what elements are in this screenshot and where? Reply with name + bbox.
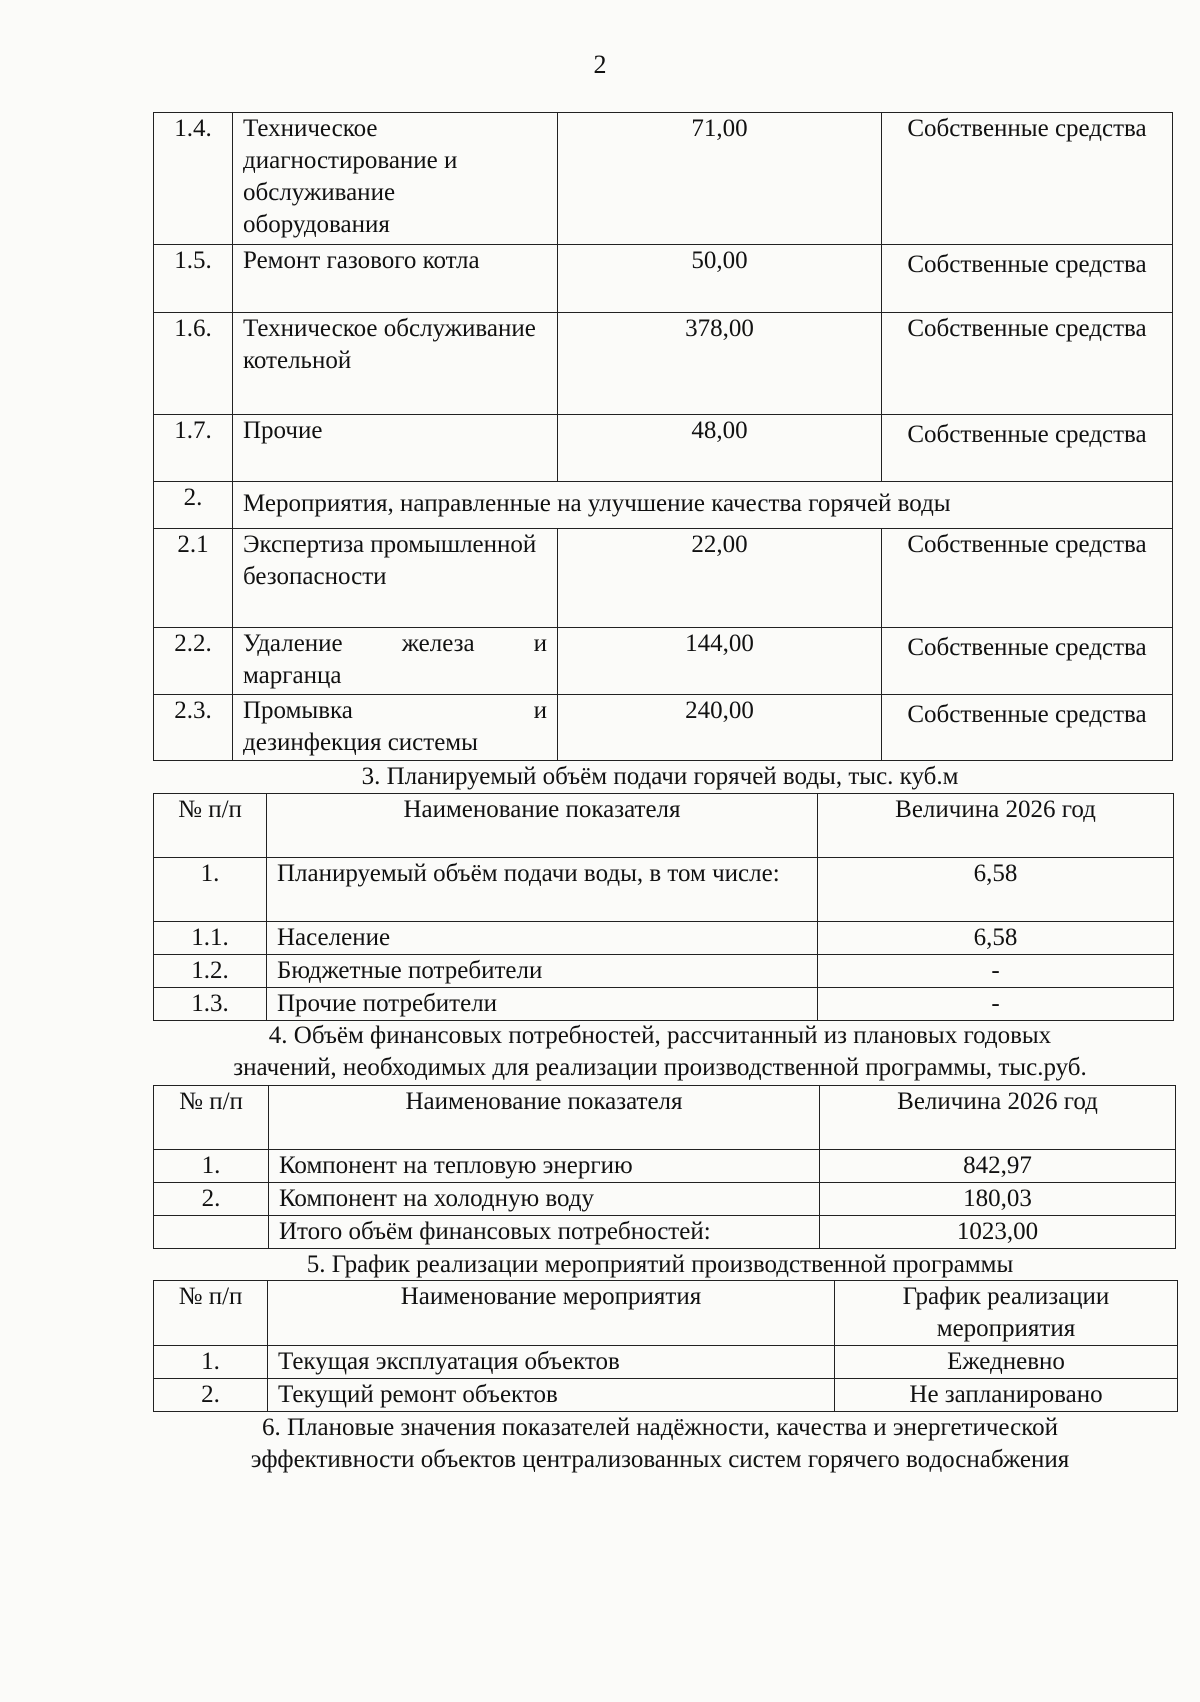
row-number: 1.1.: [154, 922, 267, 955]
section-6-title-line2: эффективности объектов централизованных систем горячего водоснабжения: [250, 1446, 1070, 1473]
table-row: [154, 529, 1173, 628]
measure-name-line1: Удаление железа и: [243, 630, 547, 657]
section-3-title: 3. Планируемый объём подачи горячей воды, тыс. куб.м: [361, 763, 959, 790]
row-number: 1.4.: [154, 113, 233, 245]
section-6-title-line1: 6. Плановые значения показателей надёжности, качества и энергетической: [261, 1414, 1059, 1441]
table-row: [154, 955, 1174, 988]
water-supply-table: [153, 793, 1174, 1021]
schedule-value: Ежедневно: [835, 1346, 1178, 1379]
header-name: Наименование мероприятия: [268, 1281, 835, 1346]
row-number: 1.5.: [154, 245, 233, 313]
row-number: 1.: [154, 1346, 268, 1379]
measure-name: Ремонт газового котла: [233, 245, 558, 313]
table-row: [154, 313, 1173, 415]
header-value: Величина 2026 год: [818, 794, 1174, 858]
measure-value: 22,00: [558, 529, 882, 628]
schedule-value: Не запланировано: [835, 1379, 1178, 1412]
measure-value: 378,00: [558, 313, 882, 415]
measure-value: 71,00: [558, 113, 882, 245]
measure-name: Текущая эксплуатация объектов: [268, 1346, 835, 1379]
header-number: № п/п: [154, 1281, 268, 1346]
section-title: Мероприятия, направленные на улучшение качества горячей воды: [233, 482, 1173, 529]
table-row: [154, 1379, 1178, 1412]
row-number: 2.3.: [154, 695, 233, 761]
section-number: 2.: [154, 482, 233, 529]
section-4-title-line2: значений, необходимых для реализации производственной программы, тыс.руб.: [233, 1054, 1087, 1081]
table-row: [154, 628, 1173, 695]
row-number: 1.6.: [154, 313, 233, 415]
section-row: [154, 482, 1173, 529]
row-number: 2.1: [154, 529, 233, 628]
row-number: 1.3.: [154, 988, 267, 1021]
indicator-name: Планируемый объём подачи воды, в том числе:: [267, 858, 818, 922]
indicator-name: Население: [267, 922, 818, 955]
funding-source: Собственные средства: [882, 529, 1173, 628]
page-number: 2: [593, 50, 607, 79]
table-row: [154, 245, 1173, 313]
table-total-row: [154, 1216, 1176, 1249]
funding-source: Собственные средства: [882, 695, 1173, 761]
header-name: Наименование показателя: [269, 1086, 820, 1150]
indicator-value: -: [818, 955, 1174, 988]
row-number: 1.: [154, 1150, 269, 1183]
schedule-table: [153, 1280, 1178, 1412]
row-number: 2.: [154, 1183, 269, 1216]
measure-name: Техническое диагностирование и обслуживание оборудования: [233, 113, 558, 245]
measure-name: Техническое обслуживание котельной: [233, 313, 558, 415]
measure-name: Прочие: [233, 415, 558, 482]
funding-source: Собственные средства: [882, 245, 1173, 313]
section-4-title-line1: 4. Объём финансовых потребностей, рассчитанный из плановых годовых: [268, 1022, 1052, 1049]
indicator-value: 6,58: [818, 858, 1174, 922]
table-row: [154, 415, 1173, 482]
measure-name-line2: марганца: [243, 662, 342, 689]
funding-source: Собственные средства: [882, 628, 1173, 695]
total-value: 1023,00: [820, 1216, 1176, 1249]
measure-name: Текущий ремонт объектов: [268, 1379, 835, 1412]
section-4-title: [140, 1020, 1180, 1084]
measure-name-line1: Промывка и: [243, 697, 547, 724]
measure-name: Экспертиза промышленной безопасности: [233, 529, 558, 628]
header-value: Величина 2026 год: [820, 1086, 1176, 1150]
table-row: [154, 922, 1174, 955]
measure-value: 240,00: [558, 695, 882, 761]
table-row: [154, 695, 1173, 761]
funding-source: Собственные средства: [882, 313, 1173, 415]
indicator-value: 180,03: [820, 1183, 1176, 1216]
row-number: 1.2.: [154, 955, 267, 988]
total-label: Итого объём финансовых потребностей:: [269, 1216, 820, 1249]
indicator-name: Прочие потребители: [267, 988, 818, 1021]
table-header-row: [154, 794, 1174, 858]
row-number: 2.2.: [154, 628, 233, 695]
measure-name: [233, 695, 558, 761]
measure-value: 50,00: [558, 245, 882, 313]
section-5-title: 5. График реализации мероприятий производственной программы: [306, 1251, 1014, 1278]
table-header-row: [154, 1281, 1178, 1346]
row-number: 2.: [154, 1379, 268, 1412]
table-row: [154, 113, 1173, 245]
measure-name: [233, 628, 558, 695]
row-number: 1.7.: [154, 415, 233, 482]
header-name: Наименование показателя: [267, 794, 818, 858]
measures-table: [153, 112, 1173, 761]
row-number: [154, 1216, 269, 1249]
indicator-name: Компонент на тепловую энергию: [269, 1150, 820, 1183]
header-value: График реализации мероприятия: [835, 1281, 1178, 1346]
table-row: [154, 1183, 1176, 1216]
indicator-name: Бюджетные потребители: [267, 955, 818, 988]
measure-value: 144,00: [558, 628, 882, 695]
indicator-name: Компонент на холодную воду: [269, 1183, 820, 1216]
table-row: [154, 858, 1174, 922]
row-number: 1.: [154, 858, 267, 922]
header-number: № п/п: [154, 1086, 269, 1150]
table-row: [154, 1150, 1176, 1183]
table-row: [154, 1346, 1178, 1379]
table-header-row: [154, 1086, 1176, 1150]
funding-source: Собственные средства: [882, 415, 1173, 482]
indicator-value: -: [818, 988, 1174, 1021]
section-6-title: [140, 1412, 1180, 1476]
indicator-value: 842,97: [820, 1150, 1176, 1183]
indicator-value: 6,58: [818, 922, 1174, 955]
table-row: [154, 988, 1174, 1021]
funding-source: Собственные средства: [882, 113, 1173, 245]
measure-value: 48,00: [558, 415, 882, 482]
finance-table: [153, 1085, 1176, 1249]
header-number: № п/п: [154, 794, 267, 858]
measure-name-line2: дезинфекция системы: [243, 729, 478, 756]
